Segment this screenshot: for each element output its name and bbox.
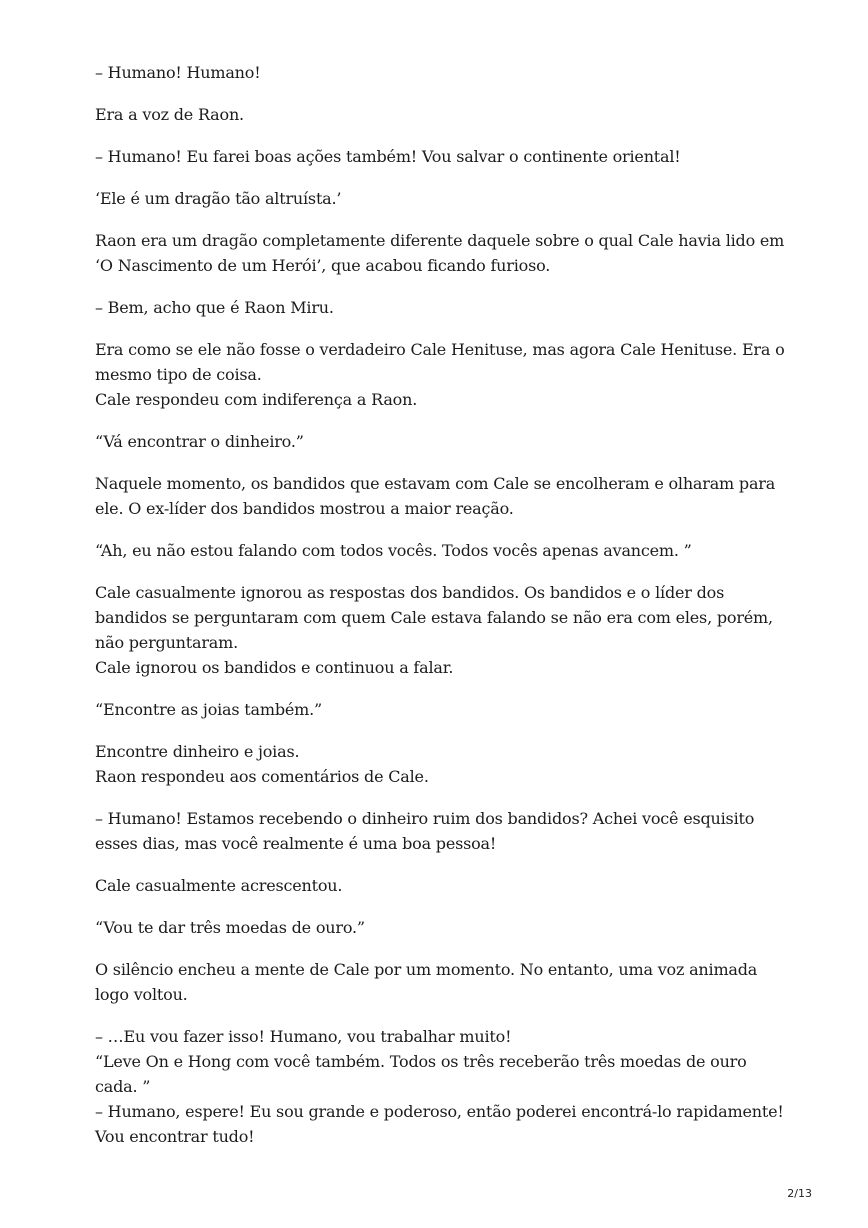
paragraph: Cale casualmente acrescentou. <box>95 876 343 895</box>
paragraph: Cale casualmente ignorou as respostas dos bandidos. Os bandidos e o líder dos bandidos se perguntaram com quem Cale estava falando se não era com eles, porém, não perguntaram. Cale ignorou os bandidos e continuou a falar. <box>95 583 773 677</box>
paragraph: Naquele momento, os bandidos que estavam com Cale se encolheram e olharam para ele. O ex-líder dos bandidos mostrou a maior reação. <box>95 474 776 518</box>
paragraph: O silêncio encheu a mente de Cale por um momento. No entanto, uma voz animada logo voltou. <box>95 960 758 1004</box>
paragraph: – …Eu vou fazer isso! Humano, vou trabalhar muito! “Leve On e Hong com você também. Todos os três receberão três moedas de ouro cada. ” – Humano, espere! Eu sou grande e poderoso, então poderei encontrá-lo rapidamente! Vou encontrar tudo! <box>95 1027 784 1146</box>
paragraph: “Ah, eu não estou falando com todos vocês. Todos vocês apenas avancem. ” <box>95 541 692 560</box>
paragraph: ‘Ele é um dragão tão altruísta.’ <box>95 189 342 208</box>
paragraph: Encontre dinheiro e joias. Raon respondeu aos comentários de Cale. <box>95 742 429 786</box>
paragraph: “Vou te dar três moedas de ouro.” <box>95 918 365 937</box>
paragraph: – Humano! Estamos recebendo o dinheiro ruim dos bandidos? Achei você esquisito esses dias, mas você realmente é uma boa pessoa! <box>95 809 755 853</box>
page-number: 2/13 <box>787 1187 812 1200</box>
paragraph: “Vá encontrar o dinheiro.” <box>95 432 304 451</box>
paragraph: – Humano! Eu farei boas ações também! Vou salvar o continente oriental! <box>95 147 681 166</box>
paragraph: Era como se ele não fosse o verdadeiro Cale Henituse, mas agora Cale Henituse. Era o mesmo tipo de coisa. Cale respondeu com indiferença a Raon. <box>95 340 785 409</box>
paragraph: – Humano! Humano! <box>95 63 261 82</box>
paragraph: Raon era um dragão completamente diferente daquele sobre o qual Cale havia lido em ‘O Nascimento de um Herói’, que acabou ficando furioso. <box>95 231 785 275</box>
paragraph: – Bem, acho que é Raon Miru. <box>95 298 334 317</box>
body-text <box>95 60 785 1166</box>
paragraph: Era a voz de Raon. <box>95 105 244 124</box>
paragraph: “Encontre as joias também.” <box>95 700 322 719</box>
